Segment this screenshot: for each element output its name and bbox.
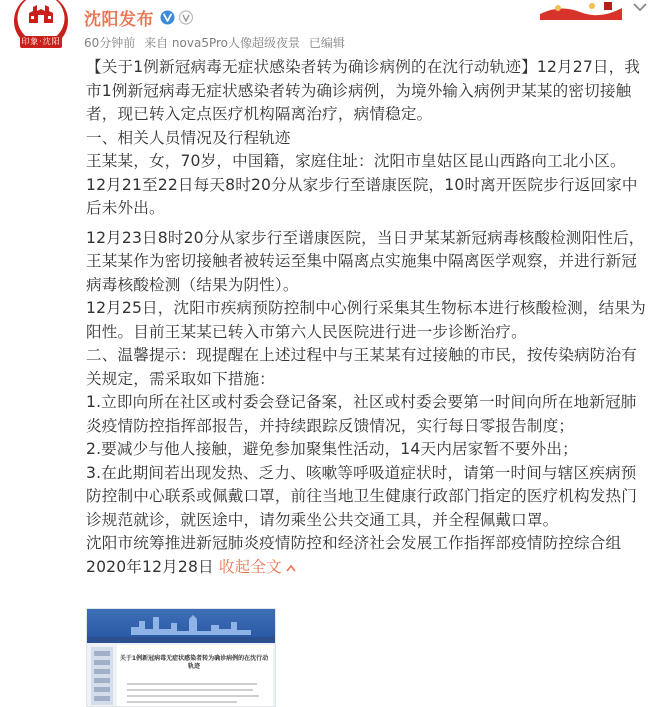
avatar-badge: 印象·沈阳 xyxy=(21,37,61,46)
chevron-up-icon[interactable] xyxy=(286,564,296,572)
post-header xyxy=(0,0,661,56)
thumbnail-text-line xyxy=(127,683,257,685)
post-section-heading-2: 二、温馨提示：现提醒在上述过程中与王某某有过接触的市民，按传染病防治有关规定，需采取如下措施： xyxy=(86,346,638,388)
post-paragraph-dec25: 12月25日，沈阳市疾病预防控制中心例行采集其生物标本进行核酸检测，结果为阳性。目前王某某已转入市第六人民医院进行进一步诊断治疗。 xyxy=(86,299,646,341)
post-date: 2020年12月28日 xyxy=(86,557,214,576)
post-section-heading-1: 一、相关人员情况及行程轨迹 xyxy=(86,128,291,147)
thumbnail-title: 关于1例新冠病毒无症状感染者转为确诊病例的在沈行动轨迹 xyxy=(119,655,269,670)
edited-label[interactable]: 已编辑 xyxy=(308,36,345,50)
thumbnail-text-line xyxy=(127,689,253,691)
post-measure-1: 1.立即向所在社区或村委会登记备案，社区或村委会要第一时间向所在地新冠肺炎疫情防控指挥部报告，并持续跟踪反馈情况，实行每日零报告制度； xyxy=(86,393,637,435)
more-options-icon[interactable] xyxy=(632,2,648,12)
post-paragraph-dec21: 12月21至22日每天8时20分从家步行至谱康医院，10时离开医院步行返回家中后未外出。 xyxy=(86,175,638,217)
thumbnail-sidebar xyxy=(91,647,113,705)
attached-image-thumbnail[interactable] xyxy=(86,608,276,707)
post-measure-3: 3.在此期间若出现发热、乏力、咳嗽等呼吸道症状时，请第一时间与辖区疾病预防控制中心联系或佩戴口罩，前往当地卫生健康行政部门指定的医疗机构发热门诊规范就诊，就医途中，请勿乘坐公共交通工具，并全程佩戴口罩。 xyxy=(86,463,638,529)
verified-v-icon[interactable] xyxy=(160,10,175,25)
post-content xyxy=(86,56,648,579)
vip-badge-icon[interactable] xyxy=(178,10,194,25)
thumbnail-nav-bar xyxy=(87,637,275,643)
post-date-row xyxy=(86,556,648,580)
city-skyline-icon xyxy=(131,613,251,635)
post-source: 来自 nova5Pro人像超级夜景 xyxy=(144,36,300,50)
festive-decoration-icon xyxy=(540,0,622,20)
post-paragraph-patient-info: 王某某，女，70岁，中国籍，家庭住址：沈阳市皇姑区昆山西路向工北小区。 xyxy=(86,152,626,170)
collapse-text-button[interactable] xyxy=(214,558,296,576)
thumbnail-text-line xyxy=(127,701,237,703)
city-emblem-icon xyxy=(27,3,55,25)
post-time[interactable]: 60分钟前 xyxy=(84,36,136,50)
collapse-label[interactable]: 收起全文 xyxy=(218,557,282,576)
account-name[interactable]: 沈阳发布 xyxy=(84,9,154,30)
post-measure-2: 2.要减少与他人接触，避免参加聚集性活动，14天内居家暂不要外出； xyxy=(86,440,578,458)
post-paragraph-intro: 【关于1例新冠病毒无症状感染者转为确诊病例的在沈行动轨迹】12月27日，我市1例新冠病毒无症状感染者转为确诊病例，为境外输入病例尹某某的密切接触者，现已转入定点医疗机构隔离治疗，病情稳定。 xyxy=(86,58,641,123)
avatar[interactable] xyxy=(10,0,72,52)
post-paragraph-dec23: 12月23日8时20分从家步行至谱康医院，当日尹某某新冠病毒核酸检测阳性后，王某某作为密切接触者被转运至集中隔离点实施集中隔离医学观察，并进行新冠病毒核酸检测（结果为阴性）。 xyxy=(86,228,645,294)
account-row xyxy=(84,5,194,29)
post-meta xyxy=(84,34,350,51)
post-signature: 沈阳市统筹推进新冠肺炎疫情防控和经济社会发展工作指挥部疫情防控综合组 xyxy=(86,534,622,552)
thumbnail-text-line xyxy=(127,695,259,697)
